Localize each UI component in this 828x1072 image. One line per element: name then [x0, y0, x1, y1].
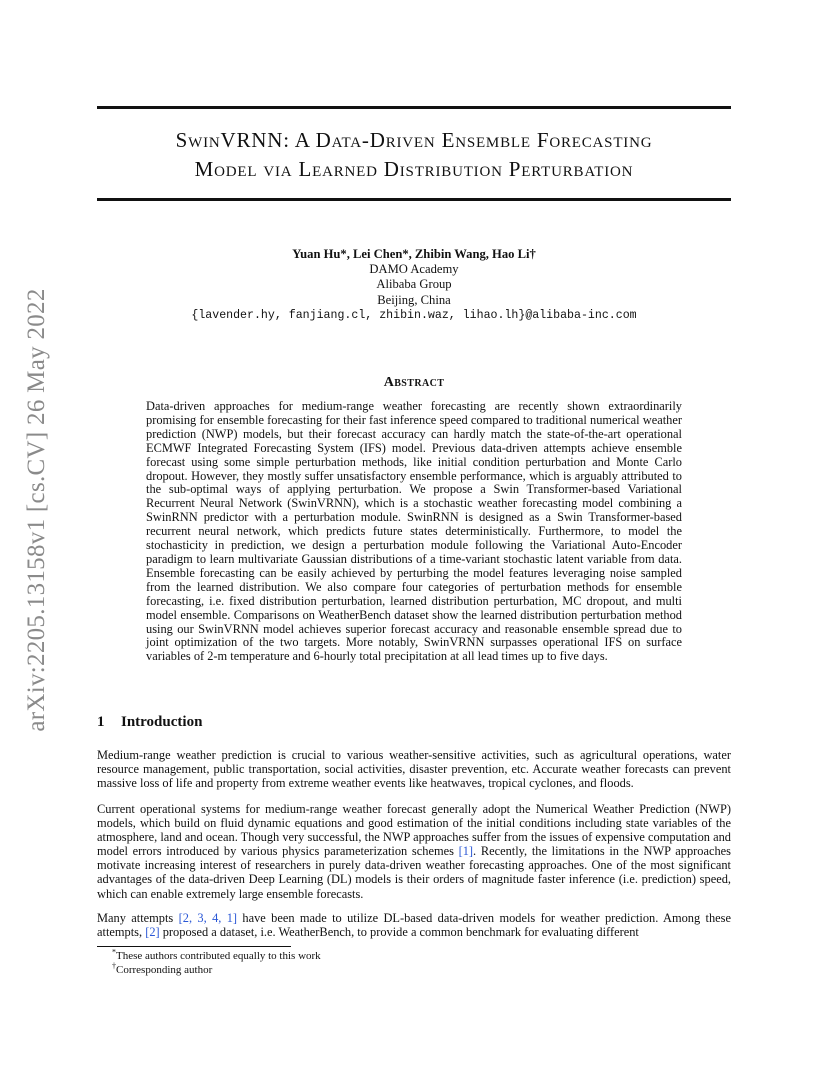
author-group: Alibaba Group: [376, 277, 452, 292]
section-heading-introduction: [97, 714, 202, 731]
paper-title: [97, 126, 731, 184]
footnote-2-mark: †: [112, 961, 116, 971]
footnote-rule: [97, 946, 291, 947]
intro-p2-text-b: . Recently, the limitations in the NWP approaches motivate increasing interest of researchers in purely data-driven weather forecasting approaches. One of the most significant advantages of the data-driven Deep Learning (DL) models is their orders of magnitude faster inference (i.e. prediction) speed, which can enable extremely large ensemble forecasts.: [97, 844, 731, 901]
intro-paragraph-3: [97, 911, 731, 939]
intro-paragraph-2: [97, 802, 731, 901]
intro-p3-text-b: have been made to utilize DL-based data-driven models for weather prediction. Among these attempts,: [97, 911, 731, 940]
title-top-rule: [97, 106, 731, 109]
abstract-text: Data-driven approaches for medium-range weather forecasting are recently shown extraordinarily promising for ensemble forecasting for their fast inference speed compared to traditional numerical weather prediction (NWP) models, but their forecast accuracy can hardly match the state-of-the-art operational ECMWF Integrated Forecasting System (IFS) model. Previous data-driven attempts achieve ensemble forecast using some simple perturbation methods, like initial condition perturbation and Monte Carlo dropout. However, they mostly suffer unsatisfactory ensemble performance, which is arguably attributed to the sub-optimal ways of applying perturbation. We propose a Swin Transformer-based Variational Recurrent Neural Network (SwinVRNN), which is a stochastic weather forecasting model combining a SwinRNN predictor with a perturbation module. SwinRNN is designed as a Swin Transformer-based recurrent neural network, which predicts future states deterministically. Furthermore, to model the stochasticity in prediction, we design a perturbation module following the Variational Auto-Encoder paradigm to learn multivariate Gaussian distributions of a time-variant stochastic latent variable from data. Ensemble forecasting can be easily achieved by perturbing the model features leveraging noise sampled from the learned distribution. We also compare four categories of perturbation methods for ensemble forecasting, i.e. fixed distribution perturbation, learned distribution perturbation, MC dropout, and multi model ensemble. Comparisons on WeatherBench dataset show the learned distribution perturbation method using our SwinVRNN model achieves superior forecast accuracy and reasonable ensemble spread due to joint optimization of the two targets. More notably, SwinVRNN surpasses operational IFS on surface variables of 2-m temperature and 6-hourly total precipitation at all lead times up to five days.: [146, 399, 682, 664]
author-affiliation: DAMO Academy: [369, 262, 459, 277]
footnote-1: [112, 949, 321, 963]
abstract-heading: Abstract: [383, 375, 445, 390]
intro-p3-text-c: proposed a dataset, i.e. WeatherBench, to provide a common benchmark for evaluating different: [159, 925, 639, 940]
title-line-1: SwinVRNN: A Data-Driven Ensemble Forecasting: [175, 128, 653, 152]
author-names: Yuan Hu*, Lei Chen*, Zhibin Wang, Hao Li†: [292, 247, 536, 261]
citation-link-group[interactable]: [2, 3, 4, 1]: [178, 911, 238, 925]
section-title: Introduction: [121, 714, 203, 730]
citation-link[interactable]: [2]: [145, 925, 160, 940]
author-location: Beijing, China: [377, 292, 451, 307]
citation-link[interactable]: [1]: [458, 844, 474, 859]
footnote-2-text: Corresponding author: [116, 964, 213, 976]
intro-p3-text-a: Many attempts: [97, 911, 179, 925]
title-line-2: Model via Learned Distribution Perturbation: [194, 157, 634, 181]
arxiv-sidebar: [22, 260, 52, 760]
intro-p2-text-a: Current operational systems for medium-range weather forecast generally adopt the Numerical Weather Prediction (NWP) models, which build on fluid dynamic equations and good estimation of the initial conditions including state variables of the atmosphere, land and ocean. Though very successful, the NWP approaches suffer from the issues of expensive computation and model errors introduced by various physics parameterization schemes: [97, 802, 731, 859]
author-emails: {lavender.hy, fanjiang.cl, zhibin.waz, lihao.lh}@alibaba-inc.com: [191, 308, 637, 322]
footnote-1-text: These authors contributed equally to this work: [116, 950, 321, 962]
intro-paragraph-1: Medium-range weather prediction is crucial to various weather-sensitive activities, such as agricultural operations, water resource management, public transportation, social activities, disaster prevention, etc. Accurate weather forecasts can prevent massive loss of life and property from extreme weather events like heatwaves, tropical cyclones, and floods.: [97, 748, 731, 791]
footnote-2: [112, 963, 321, 977]
footnotes: [112, 949, 321, 977]
footnote-1-mark: *: [112, 947, 116, 957]
arxiv-identifier: arXiv:2205.13158v1 [cs.CV] 26 May 2022: [23, 288, 50, 732]
section-number: 1: [97, 714, 105, 730]
title-bottom-rule: [97, 198, 731, 201]
author-block: [97, 247, 731, 323]
